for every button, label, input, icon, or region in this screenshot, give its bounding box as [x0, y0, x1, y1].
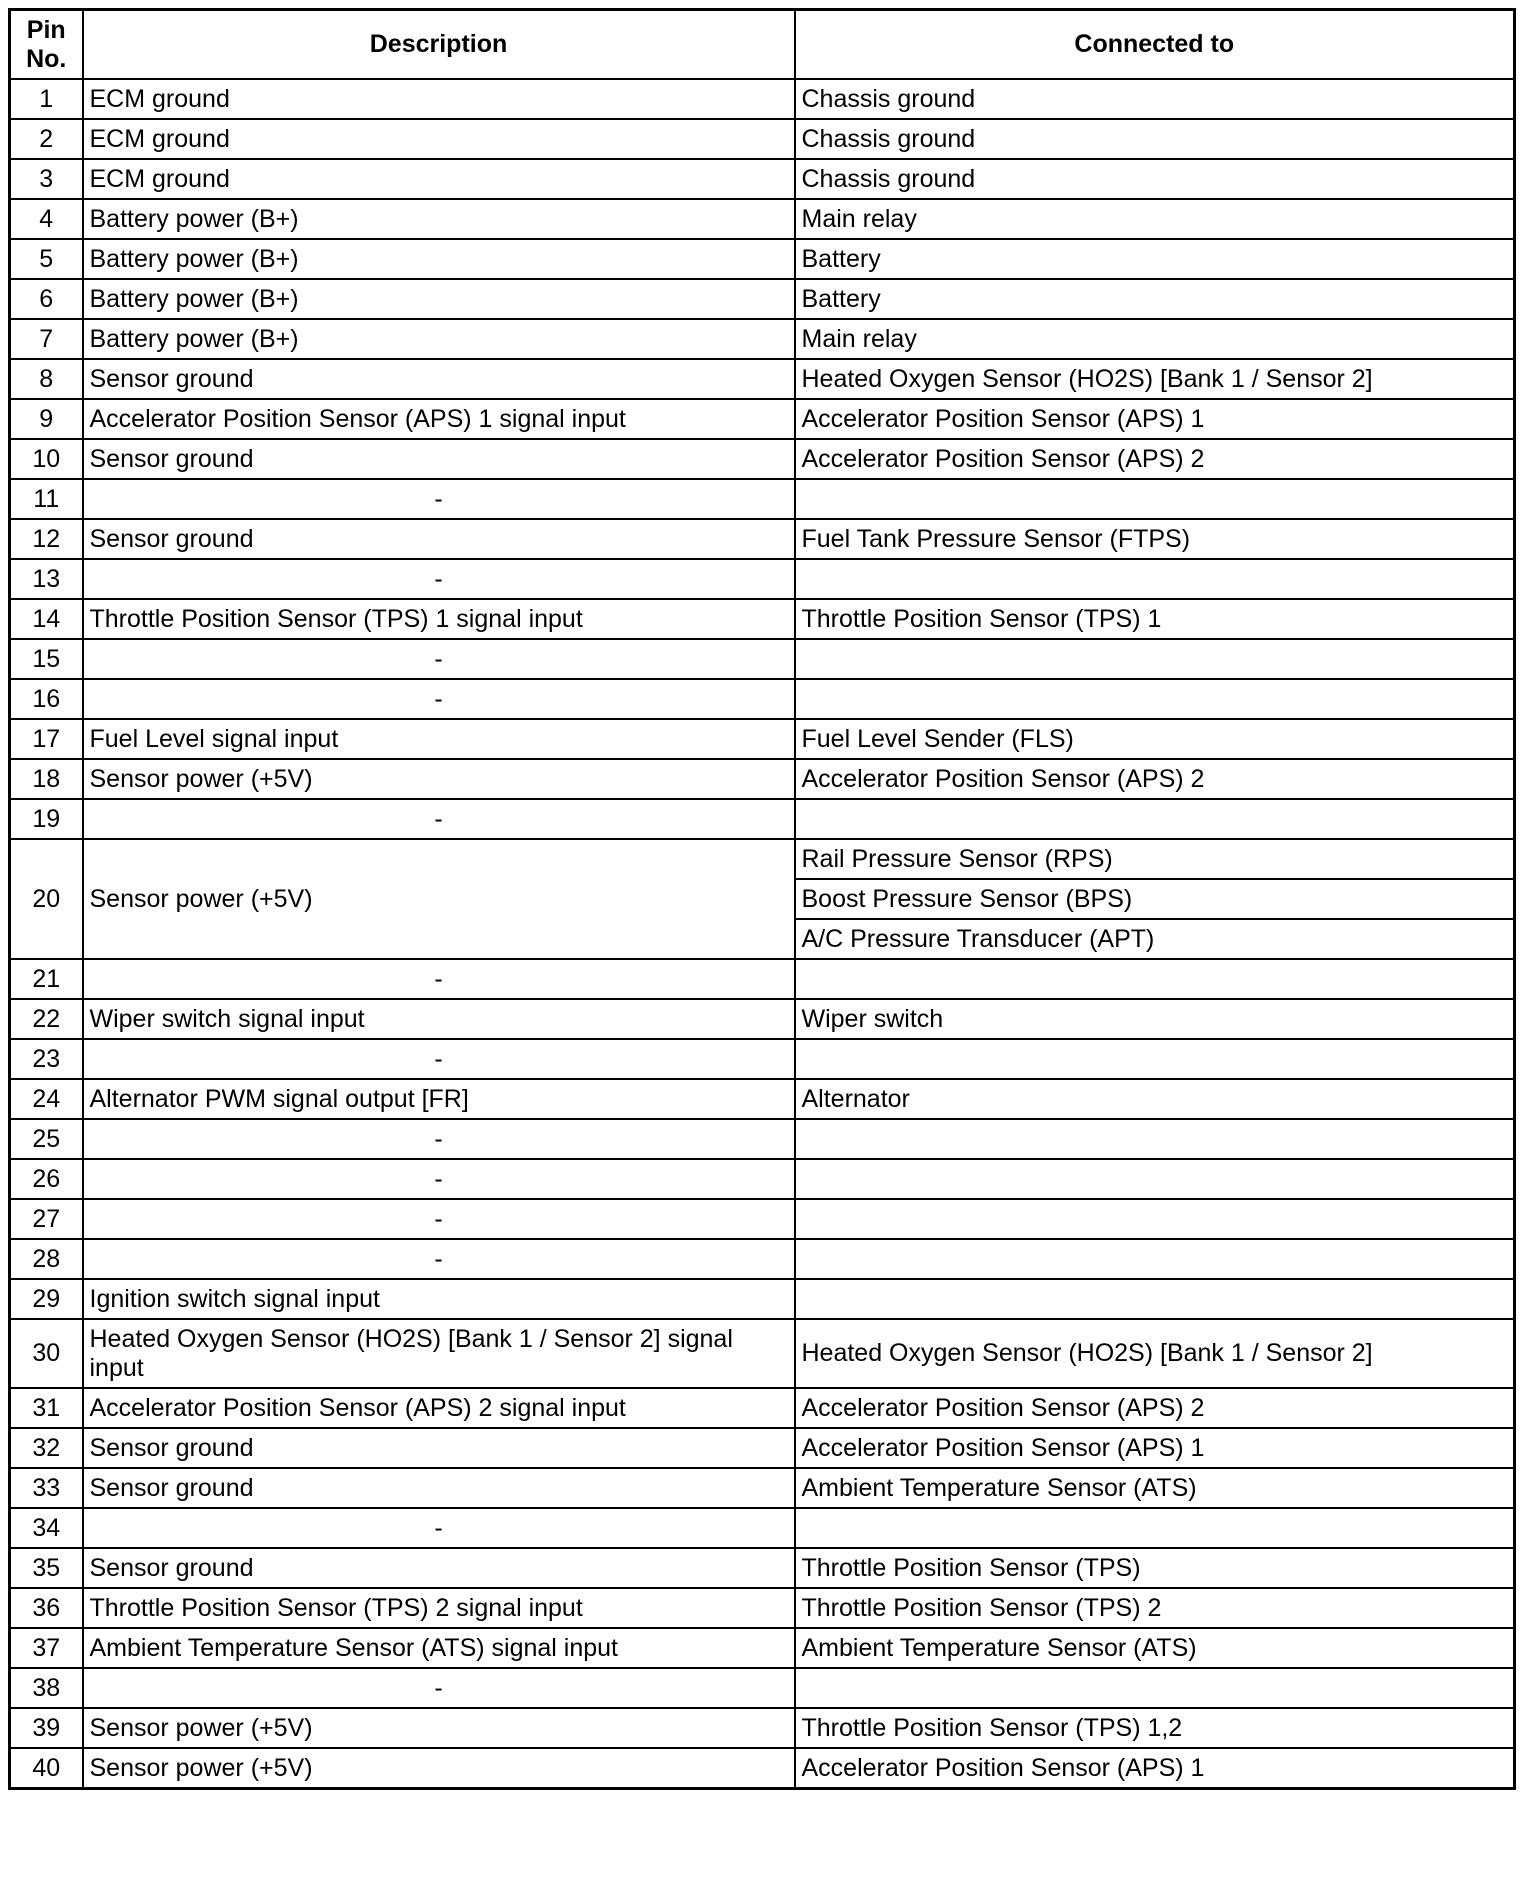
table-row [10, 959, 1515, 999]
table-row [10, 759, 1515, 799]
table-row [10, 1388, 1515, 1428]
pin-number: 31 [10, 1388, 83, 1428]
pin-description: Throttle Position Sensor (TPS) 2 signal input [83, 1588, 795, 1628]
pin-description: ECM ground [83, 159, 795, 199]
table-row [10, 1319, 1515, 1388]
pin-connected-to: Battery [795, 279, 1515, 319]
pin-connected-to [795, 679, 1515, 719]
pin-number: 15 [10, 639, 83, 679]
table-row [10, 519, 1515, 559]
pin-description: - [83, 639, 795, 679]
table-row [10, 1279, 1515, 1319]
table-row [10, 199, 1515, 239]
table-row [10, 159, 1515, 199]
pin-number: 13 [10, 559, 83, 599]
pin-connected-to: Main relay [795, 319, 1515, 359]
pin-description: Battery power (B+) [83, 199, 795, 239]
pin-connected-to [795, 1668, 1515, 1708]
pin-number: 27 [10, 1199, 83, 1239]
pin-description: - [83, 959, 795, 999]
table-row [10, 119, 1515, 159]
pin-connected-to: Accelerator Position Sensor (APS) 1 [795, 399, 1515, 439]
pin-number: 2 [10, 119, 83, 159]
table-row [10, 839, 1515, 879]
table-row [10, 1199, 1515, 1239]
pin-connected-to [795, 1159, 1515, 1199]
pin-connected-to: Boost Pressure Sensor (BPS) [795, 879, 1515, 919]
pin-description: Sensor ground [83, 439, 795, 479]
table-row [10, 1668, 1515, 1708]
pin-connected-to [795, 559, 1515, 599]
pin-description: ECM ground [83, 79, 795, 119]
pin-description: - [83, 479, 795, 519]
pin-description: Sensor ground [83, 1468, 795, 1508]
pin-connected-to: Fuel Tank Pressure Sensor (FTPS) [795, 519, 1515, 559]
pin-number: 20 [10, 839, 83, 959]
table-row [10, 1428, 1515, 1468]
pin-number: 35 [10, 1548, 83, 1588]
pin-number: 19 [10, 799, 83, 839]
table-row [10, 799, 1515, 839]
pin-description: ECM ground [83, 119, 795, 159]
header-pin-label: Pin No. [26, 15, 67, 73]
pin-number: 16 [10, 679, 83, 719]
pin-description: Battery power (B+) [83, 319, 795, 359]
header-row [10, 10, 1515, 80]
pin-connected-to: Ambient Temperature Sensor (ATS) [795, 1628, 1515, 1668]
pin-number: 17 [10, 719, 83, 759]
pin-connected-to: Heated Oxygen Sensor (HO2S) [Bank 1 / Sensor 2] [795, 1319, 1515, 1388]
pin-description: Ambient Temperature Sensor (ATS) signal input [83, 1628, 795, 1668]
pin-number: 1 [10, 79, 83, 119]
pin-connected-to [795, 959, 1515, 999]
pin-number: 24 [10, 1079, 83, 1119]
pin-description: - [83, 1199, 795, 1239]
pin-description: Ignition switch signal input [83, 1279, 795, 1319]
table-row [10, 1508, 1515, 1548]
pin-number: 38 [10, 1668, 83, 1708]
pin-number: 12 [10, 519, 83, 559]
pin-description: Sensor ground [83, 359, 795, 399]
pin-connected-to: Battery [795, 239, 1515, 279]
pin-connected-to: Ambient Temperature Sensor (ATS) [795, 1468, 1515, 1508]
pin-number: 29 [10, 1279, 83, 1319]
table-row [10, 1039, 1515, 1079]
pin-description: - [83, 1239, 795, 1279]
table-body [10, 79, 1515, 1789]
pin-connected-to [795, 1199, 1515, 1239]
table-row [10, 559, 1515, 599]
pin-description: Sensor power (+5V) [83, 1708, 795, 1748]
pin-number: 23 [10, 1039, 83, 1079]
pin-connected-to: Throttle Position Sensor (TPS) 2 [795, 1588, 1515, 1628]
table-row [10, 239, 1515, 279]
table-row [10, 679, 1515, 719]
table-row [10, 1159, 1515, 1199]
pin-description: - [83, 1119, 795, 1159]
pin-description: Sensor ground [83, 1428, 795, 1468]
pin-number: 5 [10, 239, 83, 279]
table-row [10, 719, 1515, 759]
pin-connected-to: Main relay [795, 199, 1515, 239]
pin-description: Fuel Level signal input [83, 719, 795, 759]
pin-number: 26 [10, 1159, 83, 1199]
table-row [10, 1468, 1515, 1508]
header-connected-to: Connected to [795, 10, 1515, 80]
pin-description: Sensor power (+5V) [83, 759, 795, 799]
pin-description: Accelerator Position Sensor (APS) 2 signal input [83, 1388, 795, 1428]
pin-number: 18 [10, 759, 83, 799]
table-row [10, 1119, 1515, 1159]
pin-number: 8 [10, 359, 83, 399]
header-description: Description [83, 10, 795, 80]
pin-number: 14 [10, 599, 83, 639]
pin-description: Heated Oxygen Sensor (HO2S) [Bank 1 / Sensor 2] signal input [83, 1319, 795, 1388]
pin-connected-to [795, 1508, 1515, 1548]
pin-description: Alternator PWM signal output [FR] [83, 1079, 795, 1119]
pin-description: Accelerator Position Sensor (APS) 1 signal input [83, 399, 795, 439]
pin-description: - [83, 1668, 795, 1708]
pin-description: Wiper switch signal input [83, 999, 795, 1039]
pin-connected-to: Throttle Position Sensor (TPS) 1 [795, 599, 1515, 639]
pin-number: 9 [10, 399, 83, 439]
pin-connected-to: Rail Pressure Sensor (RPS) [795, 839, 1515, 879]
table-row [10, 1239, 1515, 1279]
pin-connected-to: Fuel Level Sender (FLS) [795, 719, 1515, 759]
pin-number: 33 [10, 1468, 83, 1508]
pin-connected-to: Accelerator Position Sensor (APS) 2 [795, 759, 1515, 799]
pin-number: 21 [10, 959, 83, 999]
pin-number: 39 [10, 1708, 83, 1748]
pin-number: 10 [10, 439, 83, 479]
pin-number: 37 [10, 1628, 83, 1668]
table-row [10, 479, 1515, 519]
pin-connected-to [795, 479, 1515, 519]
table-row [10, 439, 1515, 479]
table-row [10, 1708, 1515, 1748]
pin-connected-to: Wiper switch [795, 999, 1515, 1039]
table-row [10, 79, 1515, 119]
pin-connected-to [795, 1239, 1515, 1279]
pin-description: - [83, 679, 795, 719]
table-row [10, 1079, 1515, 1119]
pin-number: 40 [10, 1748, 83, 1789]
table-row [10, 999, 1515, 1039]
pin-description: Sensor power (+5V) [83, 839, 795, 959]
table-row [10, 319, 1515, 359]
pin-connected-to: Heated Oxygen Sensor (HO2S) [Bank 1 / Sensor 2] [795, 359, 1515, 399]
pin-description: - [83, 1039, 795, 1079]
pin-connected-to: Accelerator Position Sensor (APS) 1 [795, 1428, 1515, 1468]
pin-number: 4 [10, 199, 83, 239]
pin-connected-to [795, 1279, 1515, 1319]
table-row [10, 1588, 1515, 1628]
pin-connected-to [795, 799, 1515, 839]
pin-connected-to: Throttle Position Sensor (TPS) 1,2 [795, 1708, 1515, 1748]
pin-connected-to: Chassis ground [795, 159, 1515, 199]
pin-description: - [83, 1159, 795, 1199]
pin-connected-to: Throttle Position Sensor (TPS) [795, 1548, 1515, 1588]
table-row [10, 1548, 1515, 1588]
pin-description: - [83, 559, 795, 599]
pin-connected-to: Chassis ground [795, 119, 1515, 159]
pin-description: Sensor power (+5V) [83, 1748, 795, 1789]
table-row [10, 639, 1515, 679]
pin-number: 11 [10, 479, 83, 519]
pin-connected-to: A/C Pressure Transducer (APT) [795, 919, 1515, 959]
pin-number: 32 [10, 1428, 83, 1468]
pin-number: 6 [10, 279, 83, 319]
pin-connected-to: Accelerator Position Sensor (APS) 2 [795, 439, 1515, 479]
pin-description: - [83, 799, 795, 839]
pin-number: 3 [10, 159, 83, 199]
pin-number: 34 [10, 1508, 83, 1548]
pin-number: 7 [10, 319, 83, 359]
pin-connected-to [795, 639, 1515, 679]
table-row [10, 279, 1515, 319]
pin-connected-to: Alternator [795, 1079, 1515, 1119]
pin-connected-to [795, 1039, 1515, 1079]
pin-description: Battery power (B+) [83, 279, 795, 319]
pin-connected-to [795, 1119, 1515, 1159]
pin-number: 22 [10, 999, 83, 1039]
table-row [10, 1628, 1515, 1668]
pin-description: Sensor ground [83, 1548, 795, 1588]
table-row [10, 359, 1515, 399]
pin-description: - [83, 1508, 795, 1548]
table-row [10, 1748, 1515, 1789]
pin-connected-to: Accelerator Position Sensor (APS) 1 [795, 1748, 1515, 1789]
pin-description: Sensor ground [83, 519, 795, 559]
pin-number: 25 [10, 1119, 83, 1159]
table-row [10, 399, 1515, 439]
header-pin [10, 10, 83, 80]
pin-connected-to: Accelerator Position Sensor (APS) 2 [795, 1388, 1515, 1428]
pin-table [8, 8, 1516, 1790]
pin-number: 28 [10, 1239, 83, 1279]
pin-number: 36 [10, 1588, 83, 1628]
pin-description: Throttle Position Sensor (TPS) 1 signal input [83, 599, 795, 639]
pin-number: 30 [10, 1319, 83, 1388]
pin-connected-to: Chassis ground [795, 79, 1515, 119]
pin-description: Battery power (B+) [83, 239, 795, 279]
table-row [10, 599, 1515, 639]
